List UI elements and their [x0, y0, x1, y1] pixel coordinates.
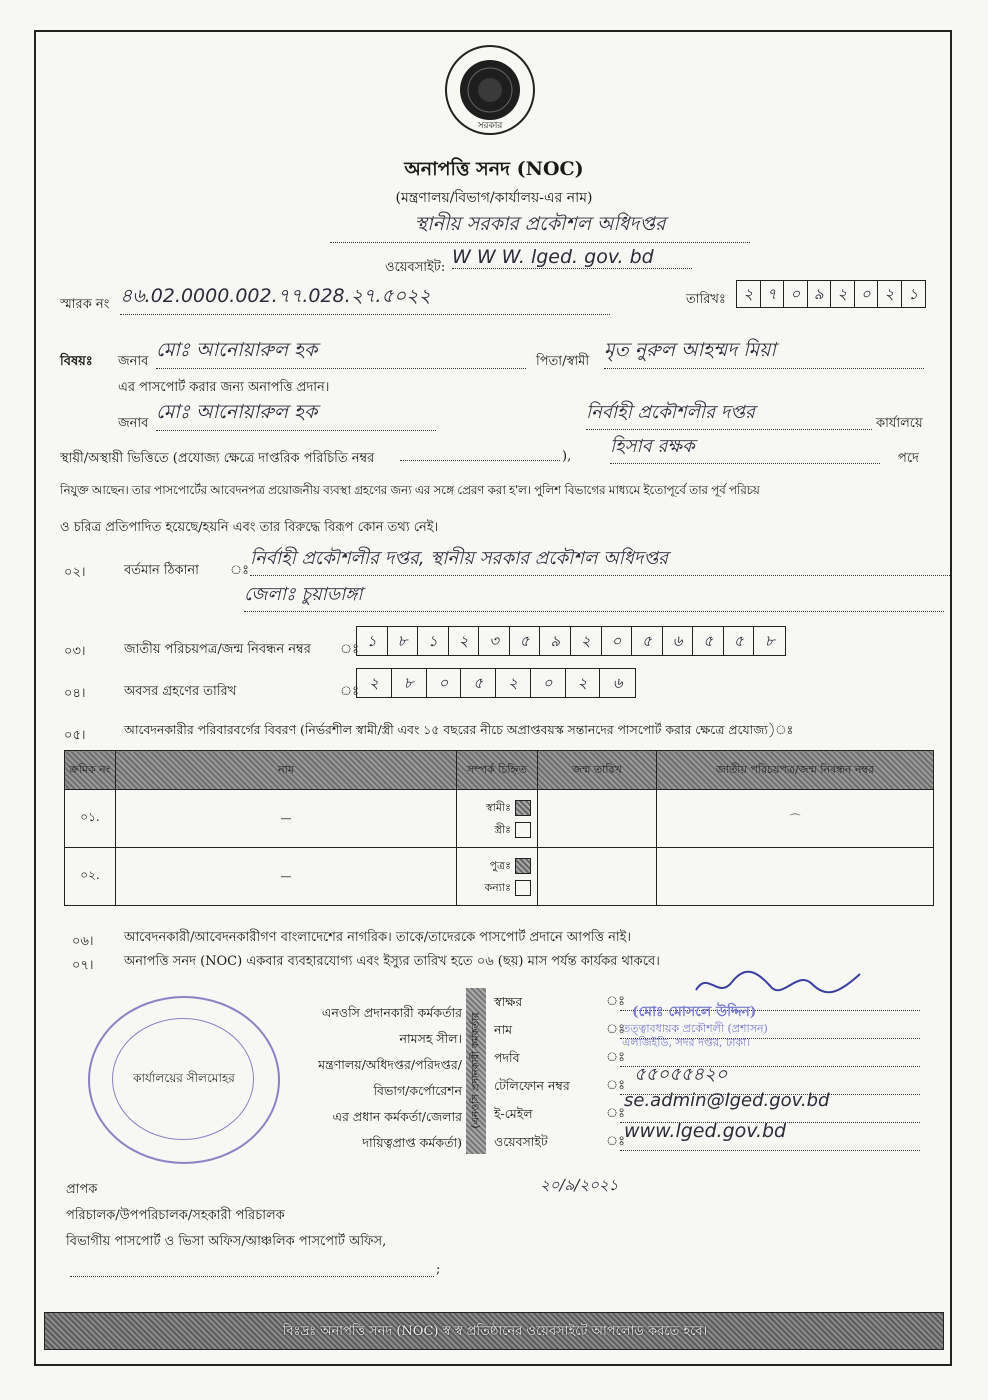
website-value: W W W. lged. gov. bd	[452, 246, 692, 269]
issuer-field-colons: ঃ ঃ ঃ ঃ ঃ ঃ	[606, 994, 626, 1149]
father-name: মৃত নুরুল আহম্মদ মিয়া	[604, 336, 924, 369]
item-05-number: ০৫।	[64, 728, 86, 743]
item-02-number: ০২।	[64, 565, 86, 580]
nid-digit: ১	[357, 627, 388, 655]
row-serial: ০২.	[65, 848, 116, 906]
nid-digit: ১	[418, 627, 449, 655]
initial-date: ২০/৯/২০২১	[540, 1176, 619, 1194]
retirement-digit: ৬	[612, 674, 623, 692]
office-name: স্থানীয় সরকার প্রকৌশল অধিদপ্তর	[330, 210, 750, 243]
body-post: হিসাব রক্ষক	[610, 432, 880, 464]
nid-digit: ০	[602, 627, 633, 655]
body-name: মোঃ আনোয়ারুল হক	[156, 398, 436, 431]
row-nid-empty	[657, 848, 934, 906]
retirement-digit: ০	[427, 669, 462, 697]
date-box	[736, 280, 926, 308]
item-02-label: বর্তমান ঠিকানা	[124, 563, 199, 578]
body-line3: নিযুক্ত আছেন। তার পাসপোর্টের আবেদনপত্র প্রয়োজনীয় ব্যবস্থা গ্রহণের জন্য এর সঙ্গে প্রেরণ করা হ'ল। পুলিশ বিভাগের মাধ্যমে ইতোপূর্বে তার পূর্ব পরিচয়	[60, 483, 760, 497]
retirement-digit: ৫	[461, 669, 496, 697]
item-05-label: আবেদনকারীর পরিবারবর্গের বিবরণ (নির্ভরশীল স্বামী/স্ত্রী এবং ১৫ বছরের নীচে অপ্রাপ্তবয়স্ক সন্তানদের পাসপোর্ট করার ক্ষেত্রে প্রযোজ্য)ঃ	[124, 722, 794, 737]
item-04-label: অবসর গ্রহণের তারিখ	[124, 684, 237, 699]
nid-digit: ২	[449, 627, 480, 655]
nid-box	[356, 626, 786, 656]
website-field-value: www.lged.gov.bd	[624, 1120, 787, 1142]
col-name: নাম	[116, 751, 457, 790]
body-office-suffix: কার্যালয়ে	[876, 416, 923, 431]
page-title: অনাপত্তি সনদ (NOC)	[404, 158, 584, 180]
relation-wife-label: স্ত্রীঃ	[494, 822, 511, 836]
nid-digit: ৫	[632, 627, 663, 655]
item-06-text: আবেদনকারী/আবেদনকারীগণ বাংলাদেশের নাগরিক। তাকে/তাদেরকে পাসপোর্ট প্রদানে আপত্তি নাই।	[124, 930, 632, 945]
body-line2-end: ),	[562, 449, 572, 464]
subject-line2: এর পাসপোর্ট করার জন্য অনাপত্তি প্রদান।	[118, 380, 330, 395]
item-04-colon: ঃ	[340, 684, 360, 699]
body-post-suffix: পদে	[898, 451, 919, 466]
field-website-label: ওয়েবসাইট	[494, 1134, 548, 1149]
date-digit: ৯	[808, 281, 832, 307]
issuer-description	[290, 1000, 462, 1156]
body-office: নির্বাহী প্রকৌশলীর দপ্তর	[586, 398, 872, 430]
field-signature-label: স্বাক্ষর	[494, 994, 523, 1009]
signature	[688, 964, 868, 1004]
issuer-desc-line: নামসহ সীল।	[399, 1031, 462, 1046]
nid-digit: ৫	[510, 627, 541, 655]
issuer-vertical-bar	[466, 988, 486, 1154]
row-dob-empty	[538, 790, 657, 848]
row-name-empty: —	[116, 790, 457, 848]
phone-value: ৫৫০৫৫৪২০	[634, 1064, 728, 1085]
issuer-vertical-label: (এনওসি প্রদানকারী কর্মকর্তার	[470, 1012, 482, 1129]
relation-son-label: পুত্রঃ	[489, 858, 511, 872]
page-subtitle: (মন্ত্রণালয়/বিভাগ/কার্যালয়-এর নাম)	[395, 190, 593, 206]
date-digit: ১	[908, 285, 919, 303]
row-nid-empty: ⌒	[657, 790, 934, 848]
daughter-checkbox[interactable]	[515, 880, 531, 896]
son-checkbox[interactable]	[515, 858, 531, 874]
item-03-colon: ঃ	[340, 642, 360, 657]
retirement-digit: ২	[357, 669, 392, 697]
footer-band	[44, 1312, 944, 1350]
field-email-label: ই-মেইল	[494, 1106, 533, 1121]
col-relation: সম্পর্ক চিহ্নিত	[457, 751, 538, 790]
emblem-bottom-text: সরকার	[477, 121, 503, 131]
office-id-blank	[400, 460, 560, 461]
issuer-desc-line: এর প্রধান কর্মকর্তা/জেলার	[332, 1109, 462, 1124]
nid-digit: ২	[571, 627, 602, 655]
retirement-date-box	[356, 668, 636, 698]
item-07-text: অনাপত্তি সনদ (NOC) একবার ব্যবহারযোগ্য এবং ইস্যুর তারিখ হতে ০৬ (ছয়) মাস পর্যন্ত কার্যকর থাকবে।	[124, 954, 660, 969]
date-digit: ২	[878, 281, 902, 307]
government-emblem	[444, 44, 536, 136]
office-seal-stamp	[88, 996, 280, 1164]
website-label: ওয়েবসাইট:	[385, 260, 446, 275]
recipient-label: প্রাপক	[66, 1182, 98, 1197]
wife-checkbox[interactable]	[515, 822, 531, 838]
seal-text: কার্যালয়ের সীলমোহর	[133, 1071, 235, 1085]
nid-digit: ৯	[540, 627, 571, 655]
retirement-digit: ২	[566, 669, 601, 697]
col-dob: জন্ম তারিখ	[538, 751, 657, 790]
retirement-digit: ০	[531, 669, 566, 697]
recipient-blank-colon: ;	[436, 1262, 441, 1277]
issuer-field-labels	[494, 988, 570, 1156]
issuer-desc-line: বিভাগ/কর্পোরেশন	[373, 1083, 462, 1098]
nid-digit: ৩	[479, 627, 510, 655]
relation-daughter-label: কন্যাঃ	[484, 880, 511, 894]
memo-label: স্মারক নং	[60, 297, 110, 312]
issuer-desc-line: দায়িত্বপ্রাপ্ত কর্মকর্তা)	[362, 1135, 462, 1150]
date-label: তারিখঃ	[686, 292, 726, 307]
husband-checkbox[interactable]	[515, 800, 531, 816]
table-row	[65, 848, 934, 906]
row-name-empty: —	[116, 848, 457, 906]
field-phone-label: টেলিফোন নম্বর	[494, 1078, 570, 1093]
nid-digit: ৫	[693, 627, 724, 655]
subject-label: বিষয়ঃ	[60, 354, 93, 369]
present-address-line1: নির্বাহী প্রকৌশলীর দপ্তর, স্থানীয় সরকার প্রকৌশল অধিদপ্তর	[250, 544, 950, 576]
body-line2: স্থায়ী/অস্থায়ী ভিত্তিতে (প্রযোজ্য ক্ষেত্রে দাপ্তরিক পরিচিতি নম্বর	[60, 451, 375, 466]
item-07-number: ০৭।	[72, 958, 94, 973]
nid-digit: ৫	[724, 627, 755, 655]
date-digit: ০	[855, 281, 879, 307]
item-03-number: ০৩।	[64, 644, 86, 659]
row-serial: ০১.	[65, 790, 116, 848]
body-line4: ও চরিত্র প্রতিপাদিত হয়েছে/হয়নি এবং তার বিরুদ্ধে বিরূপ কোন তথ্য নেই।	[60, 520, 439, 535]
recipient-line2: বিভাগীয় পাসপোর্ট ও ভিসা অফিস/আঞ্চলিক পাসপোর্ট অফিস,	[66, 1234, 387, 1249]
date-digit: ২	[737, 281, 761, 307]
present-address-line2: জেলাঃ চুয়াডাঙ্গা	[244, 580, 944, 612]
date-digit: ০	[784, 281, 808, 307]
item-02-colon: ঃ	[230, 563, 250, 578]
footer-note: বিঃদ্রঃ অনাপত্তি সনদ (NOC) স্ব স্ব প্রতিষ্ঠানের ওয়েবসাইটে আপলোড করতে হবে।	[282, 1324, 708, 1339]
name-stamp: (মোঃ মোসলে উদ্দিন)	[632, 1004, 757, 1020]
issuer-desc-line: মন্ত্রণালয়/অধিদপ্তর/পরিদপ্তর/	[318, 1057, 462, 1072]
recipient-line1: পরিচালক/উপপরিচালক/সহকারী পরিচালক	[66, 1208, 285, 1223]
subject-name: মোঃ আনোয়ারুল হক	[156, 336, 526, 369]
family-table	[64, 750, 934, 906]
row-relation	[457, 848, 538, 906]
retirement-digit: ৮	[392, 669, 427, 697]
item-03-label: জাতীয় পরিচয়পত্র/জন্ম নিবন্ধন নম্বর	[124, 642, 311, 657]
field-name-label: নাম	[494, 1022, 513, 1037]
issuer-desc-line: এনওসি প্রদানকারী কর্মকর্তার	[321, 1005, 462, 1020]
nid-digit: ৮	[388, 627, 419, 655]
item-04-number: ০৪।	[64, 686, 86, 701]
date-digit: ২	[831, 281, 855, 307]
field-designation-label: পদবি	[494, 1050, 520, 1065]
date-digit: ৭	[761, 281, 785, 307]
relation-husband-label: স্বামীঃ	[485, 800, 511, 814]
col-nid: জাতীয় পরিচয়পত্র/জন্ম নিবন্ধন নম্বর	[657, 751, 934, 790]
nid-digit: ৮	[764, 632, 775, 650]
designation-stamp-line2: এলজিইডি, সদর দপ্তর, ঢাকা।	[622, 1036, 751, 1049]
row-dob-empty	[538, 848, 657, 906]
table-header-row	[65, 751, 934, 790]
designation-stamp-line1: তত্ত্বাবধায়ক প্রকৌশলী (প্রশাসন)	[622, 1022, 768, 1035]
recipient-blank	[70, 1276, 434, 1277]
nid-digit: ৬	[663, 627, 694, 655]
table-row	[65, 790, 934, 848]
col-serial: ক্রমিক নং	[65, 751, 116, 790]
email-value: se.admin@lged.gov.bd	[624, 1090, 830, 1111]
subject-mr: জনাব	[118, 354, 149, 369]
father-label: পিতা/স্বামী	[536, 354, 590, 369]
row-relation	[457, 790, 538, 848]
body-mr: জনাব	[118, 416, 149, 431]
retirement-digit: ২	[496, 669, 531, 697]
memo-number: ৪৬.02.0000.002.৭৭.028.২৭.৫০২২	[120, 282, 610, 315]
item-06-number: ০৬।	[72, 934, 94, 949]
